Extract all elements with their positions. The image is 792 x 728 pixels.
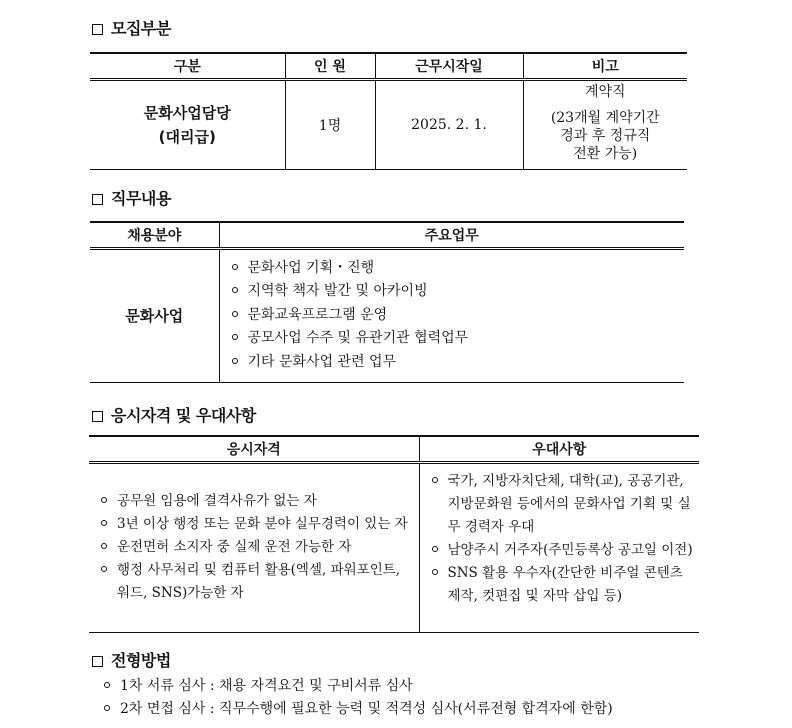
section-title-qualification — [92, 406, 256, 426]
section-title-duty-text: 직무내용 — [111, 189, 171, 208]
square-bullet-icon — [92, 194, 103, 205]
qualification-item: 운전면허 소지자 중 실제 운전 가능한 자 — [99, 536, 415, 559]
duty-header-field: 채용분야 — [90, 222, 219, 248]
duty-task-list — [230, 257, 685, 375]
recruit-division-cell — [90, 79, 285, 169]
section-title-selection-text: 전형방법 — [111, 651, 171, 670]
duty-task-item: 문화사업 기획・진행 — [230, 257, 685, 281]
qualification-list — [99, 490, 415, 605]
preference-item: SNS 활용 우수자(간단한 비주얼 콘텐츠 제작, 컷편집 및 자막 삽입 등) — [430, 562, 694, 608]
recruit-table — [90, 52, 687, 170]
square-bullet-icon — [92, 24, 103, 35]
recruit-start-date: 2025. 2. 1. — [375, 79, 523, 169]
qualification-row — [89, 462, 699, 632]
recruit-division: 문화사업담당 — [143, 103, 231, 122]
duty-table — [90, 221, 684, 383]
duty-tasks-cell — [219, 248, 684, 382]
preference-list — [430, 470, 694, 608]
qualifications-cell — [89, 462, 419, 632]
section-title-selection — [92, 651, 171, 671]
qualification-table — [89, 435, 699, 633]
recruit-header-count: 인 원 — [285, 53, 375, 79]
section-title-recruit-text: 모집부분 — [111, 19, 171, 38]
selection-step-list — [102, 675, 613, 721]
qual-header-qualifications: 응시자격 — [89, 436, 419, 462]
recruit-header-division: 구분 — [90, 53, 285, 79]
recruit-note-line-3: 경과 후 정규직 — [560, 127, 651, 144]
recruit-row — [90, 79, 687, 169]
recruit-note-line-4: 전환 가능) — [573, 145, 638, 162]
square-bullet-icon — [92, 656, 103, 667]
section-title-recruit — [92, 19, 171, 39]
qualification-item: 3년 이상 행정 또는 문화 분야 실무경력이 있는 자 — [99, 513, 415, 536]
selection-step: 2차 면접 심사 : 직무수행에 필요한 능력 및 적격성 심사(서류전형 합격자에 한함) — [102, 698, 613, 721]
recruit-header-start-date: 근무시작일 — [375, 53, 523, 79]
duty-task-item: 공모사업 수주 및 유관기관 협력업무 — [230, 327, 685, 351]
section-title-qualification-text: 응시자격 및 우대사항 — [111, 406, 256, 425]
duty-task-item: 지역학 책자 발간 및 아카이빙 — [230, 280, 685, 304]
qualification-item: 행정 사무처리 및 컴퓨터 활용(엑셀, 파워포인트, 워드, SNS)가능한 자 — [99, 559, 415, 605]
section-title-duty — [92, 189, 171, 209]
recruit-header-note: 비고 — [523, 53, 687, 79]
recruit-note-cell — [523, 79, 687, 169]
recruit-note-line-2: (23개월 계약기간 — [550, 109, 660, 126]
preference-item: 국가, 지방자치단체, 대학(교), 공공기관, 지방문화원 등에서의 문화사업 기획 및 실무 경력자 우대 — [430, 470, 694, 539]
qualification-item: 공무원 임용에 결격사유가 없는 자 — [99, 490, 415, 513]
duty-task-item: 기타 문화사업 관련 업무 — [230, 351, 685, 375]
selection-step: 1차 서류 심사 : 채용 자격요건 및 구비서류 심사 — [102, 675, 613, 698]
duty-field: 문화사업 — [90, 248, 219, 382]
recruit-count: 1명 — [285, 79, 375, 169]
preference-item: 남양주시 거주자(주민등록상 공고일 이전) — [430, 539, 694, 562]
recruit-note-type: 계약직 — [584, 83, 626, 100]
preferences-cell — [419, 462, 699, 632]
recruit-division-sub: (대리급) — [158, 127, 216, 146]
qual-header-preferences: 우대사항 — [419, 436, 699, 462]
square-bullet-icon — [92, 411, 103, 422]
duty-row — [90, 248, 684, 382]
duty-header-tasks: 주요업무 — [219, 222, 684, 248]
duty-task-item: 문화교육프로그램 운영 — [230, 304, 685, 328]
